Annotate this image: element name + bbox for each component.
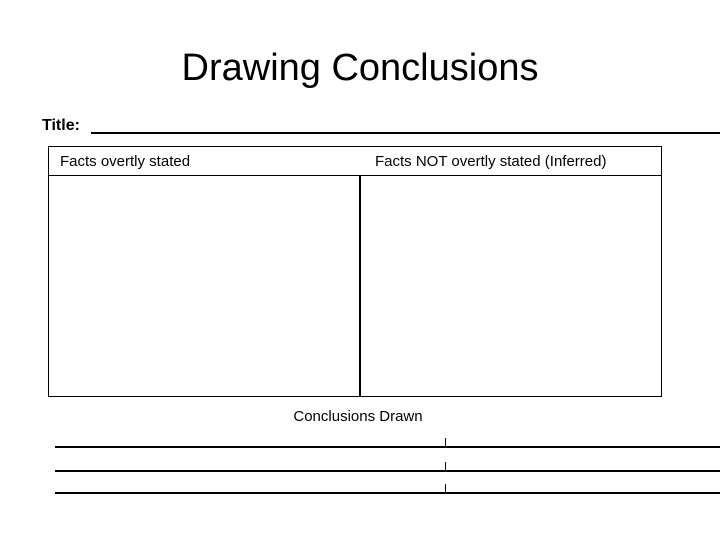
conclusion-line-1[interactable] [55, 446, 720, 448]
title-field-line[interactable] [91, 132, 720, 134]
line-tick [445, 438, 446, 448]
conclusions-label: Conclusions Drawn [293, 408, 423, 425]
conclusion-line-2[interactable] [55, 470, 720, 472]
column-divider [359, 175, 361, 396]
title-field-label: Title: [42, 117, 80, 134]
conclusion-line-3[interactable] [55, 492, 720, 494]
page-title-text: Drawing Conclusions [181, 47, 539, 89]
table-header-divider [49, 175, 661, 176]
line-tick [445, 462, 446, 472]
page-title [0, 44, 720, 92]
line-tick [445, 484, 446, 494]
facts-table [48, 146, 662, 397]
column-header-facts-stated: Facts overtly stated [60, 153, 191, 170]
column-header-facts-inferred: Facts NOT overtly stated (Inferred) [375, 153, 607, 170]
